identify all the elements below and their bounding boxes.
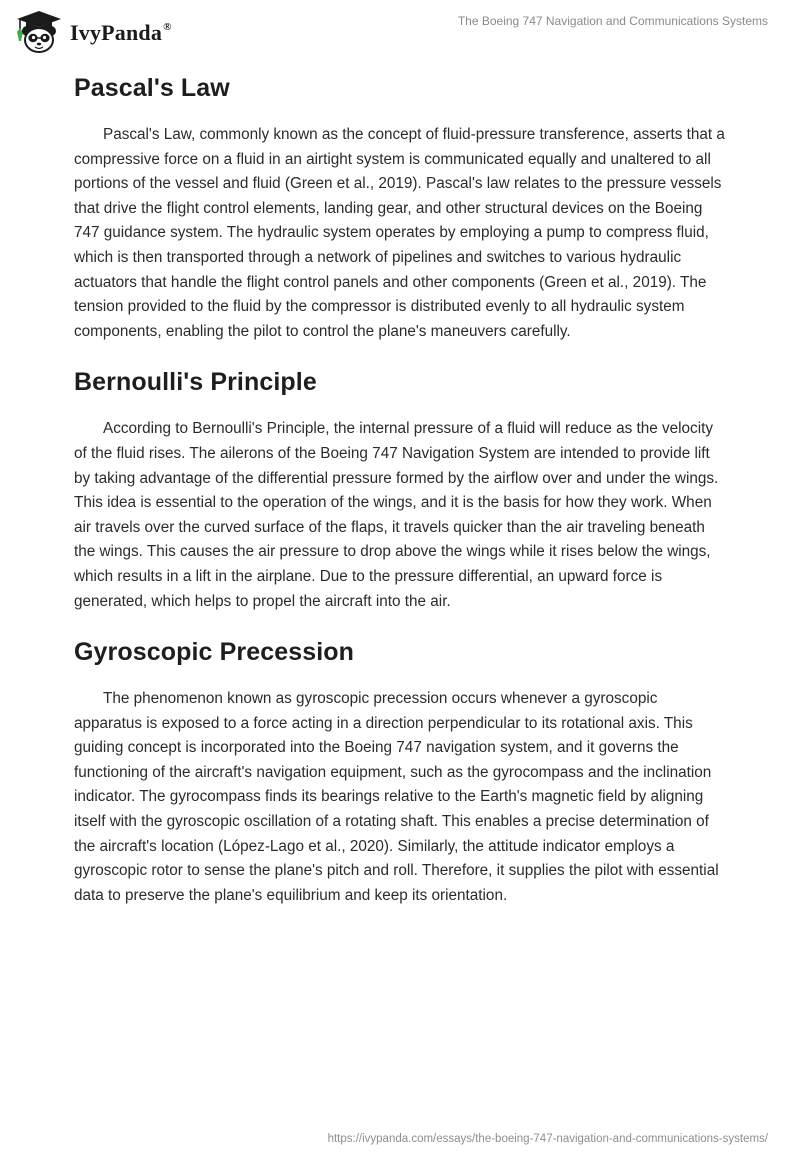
- section-paragraph: The phenomenon known as gyroscopic precession occurs whenever a gyroscopic apparatus is exposed to a force acting in a direction perpendicular to its rotational axis. This guiding concept is incorporated into the Boeing 747 navigation system, and it governs the functioning of the aircraft's navigation equipment, such as the gyrocompass and the inclination indicator. The gyrocompass finds its bearings relative to the Earth's magnetic field by aligning itself with the gyroscopic oscillation of a rotating shaft. This enables a precise determination of the aircraft's location (López-Lago et al., 2020). Similarly, the attitude indicator employs a gyroscopic rotor to sense the plane's pitch and roll. Therefore, it supplies the pilot with essential data to preserve the plane's equilibrium and keep its orientation.: [74, 690, 719, 904]
- page-header: [0, 0, 800, 60]
- brand-logo[interactable]: [14, 10, 172, 54]
- section-gyroscopic-precession: [74, 634, 728, 908]
- brand-name: IvyPanda®: [70, 20, 172, 45]
- registered-mark: ®: [163, 20, 172, 33]
- section-heading: Pascal's Law: [74, 74, 230, 102]
- panda-mascot-icon: [14, 10, 64, 54]
- section-pascals-law: [74, 70, 728, 344]
- document-title: The Boeing 747 Navigation and Communications Systems: [457, 14, 768, 28]
- section-paragraph: According to Bernoulli's Principle, the internal pressure of a fluid will reduce as the velocity of the fluid rises. The ailerons of the Boeing 747 Navigation System are intended to provide lift by taking advantage of the differential pressure formed by the airflow over and under the wings. This idea is essential to the operation of the wings, and it is the basis for how they work. When air travels over the curved surface of the flaps, it travels quicker than the air traveling beneath the wings. This causes the air pressure to drop above the wings while it rises below the wings, which results in a lift in the airplane. Due to the pressure differential, an upward force is generated, which helps to propel the aircraft into the air.: [74, 420, 719, 610]
- section-paragraph: Pascal's Law, commonly known as the concept of fluid-pressure transference, asserts that a compressive force on a fluid in an airtight system is communicated equally and unaltered to all portions of the vessel and fluid (Green et al., 2019). Pascal's law relates to the pressure vessels that drive the flight control elements, landing gear, and other structural devices on the Boeing 747 guidance system. The hydraulic system operates by employing a pump to compress fluid, which is then transported through a network of pipelines and switches to various hydraulic actuators that handle the flight control panels and other components (Green et al., 2019). The tension provided to the fluid by the compressor is distributed evenly to all hydraulic system components, enabling the pilot to control the plane's maneuvers carefully.: [74, 126, 725, 340]
- section-heading: Gyroscopic Precession: [74, 638, 355, 667]
- section-bernoullis-principle: [74, 364, 728, 614]
- essay-body: [74, 70, 728, 908]
- section-heading: Bernoulli's Principle: [74, 368, 317, 397]
- source-url-link[interactable]: https://ivypanda.com/essays/the-boeing-747-navigation-and-communications-systems/: [327, 1133, 768, 1145]
